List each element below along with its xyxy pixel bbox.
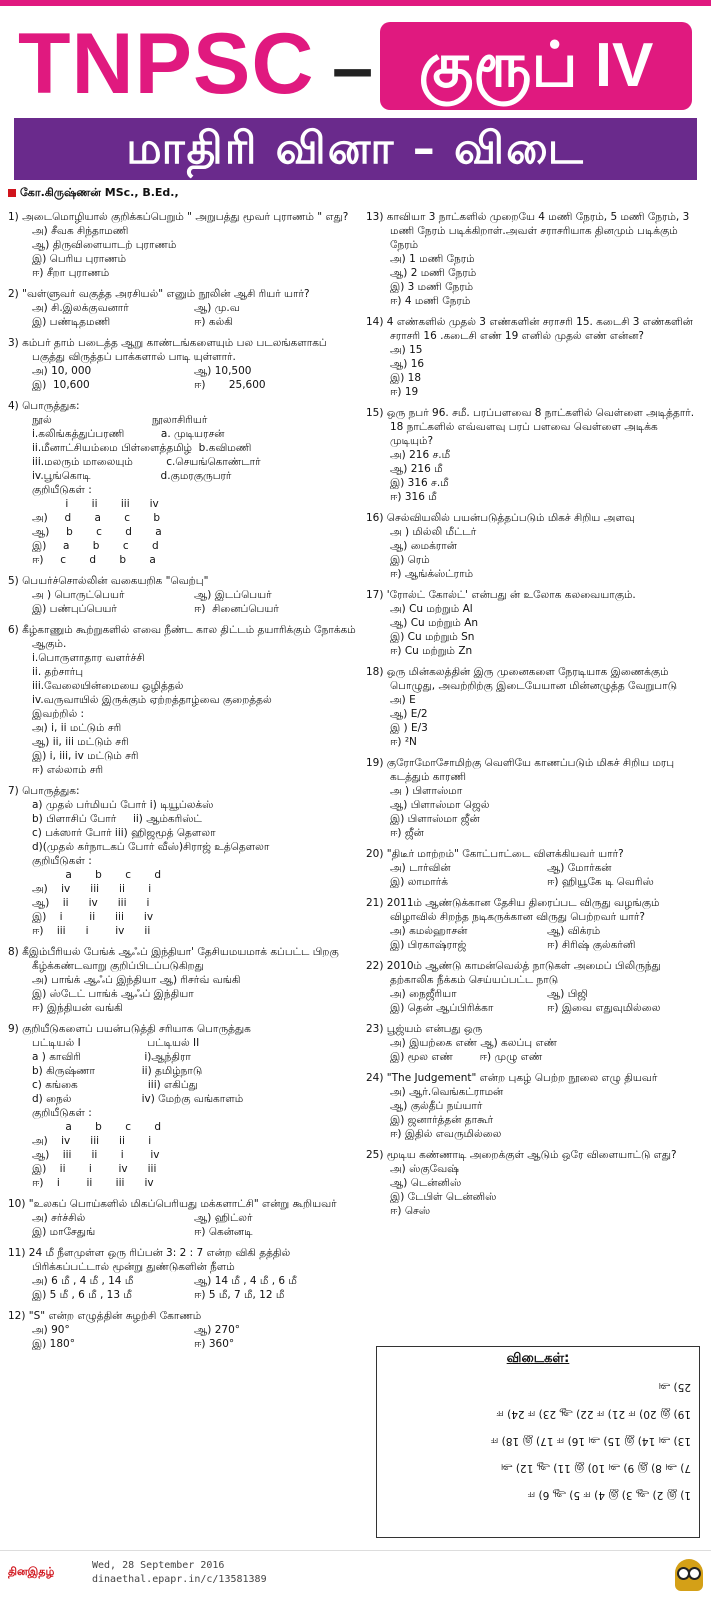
question-option: ஆ) Cu மற்றும் An — [390, 617, 479, 629]
option-pair-row — [366, 938, 704, 952]
footer — [0, 1550, 711, 1601]
question-text: 23) பூஜ்யம் என்பது ஒரு — [366, 1023, 483, 1035]
option-pair-row — [366, 1001, 704, 1015]
question-option: ஈ) ஜீன் — [390, 827, 424, 839]
question-text: 14) 4 எண்களில் முதல் 3 எண்களின் சராசரி 15. கடைசி 3 எண்களின் சராசரி 16 .கடைசி எண் 19 எனில் முதல் எண் என்ன? — [366, 316, 693, 342]
question-option: அ) சர்ச்சில் — [32, 1212, 86, 1224]
question-option: இ) பண்டிதமணி — [32, 316, 111, 328]
option-pair-row — [366, 861, 704, 875]
question-item — [8, 623, 356, 777]
question-option: ஈ) இதில் எவருமில்லை — [390, 1128, 502, 1140]
question-text: 2) "வள்ளுவர் வகுத்த அரசியல்" எனும் நூலின் ஆசி ரியர் யார்? — [8, 288, 310, 300]
question-option — [547, 1050, 704, 1064]
question-item — [8, 210, 356, 280]
option-pair-row — [8, 1323, 356, 1337]
question-item — [8, 945, 356, 1015]
question-option: d) நைல் iv) மேற்கு வங்காளம் — [32, 1093, 244, 1105]
question-text: 10) "உலகப் பொய்களில் மிகப்பெரியது மக்களாட்சி" என்று கூறியவர் — [8, 1198, 337, 1210]
question-option: இ) 10,600 — [32, 379, 90, 391]
question-option: அ) E — [390, 694, 416, 706]
option-pair-row — [366, 987, 704, 1001]
question-option: இ) மாசேதுங் — [32, 1226, 96, 1238]
option-pair-row — [8, 1225, 356, 1239]
question-option: ஈ) 4 மணி நேரம் — [390, 295, 471, 307]
question-option: இ ) E/3 — [390, 722, 428, 734]
option-pair-row — [8, 364, 356, 378]
question-item — [366, 210, 704, 308]
question-option: ஆ) 270° — [194, 1324, 241, 1336]
question-item — [8, 1309, 356, 1351]
question-option: அ) சீவக சிந்தாமணி — [32, 225, 129, 237]
question-option: ஆ) 2 மணி நேரம் — [390, 267, 477, 279]
question-option: iii.வேலையின்மையை ஒழித்தல் — [32, 680, 184, 692]
question-option: ஆ) பிளாஸ்மா ஜெல் — [390, 799, 490, 811]
question-option: இ) டேபிள் டென்னிஸ் — [390, 1191, 497, 1203]
question-item — [366, 511, 704, 581]
question-text: 7) பொருத்துக: — [8, 785, 80, 797]
owl-mascot-icon — [675, 1559, 703, 1591]
question-option: அ) 1 மணி நேரம் — [390, 253, 475, 265]
question-option: அ) இயற்கை எண் ஆ) கலப்பு எண் — [390, 1037, 558, 1049]
question-option: ஆ) b c d a — [32, 526, 162, 538]
question-option: ஆ) 16 — [390, 358, 425, 370]
question-option: நூல் நூலாசிரியர் — [32, 414, 208, 426]
question-text: 25) மூடிய கண்ணாடி அறைக்குள் ஆடும் ஒரே விளையாட்டு எது? — [366, 1149, 677, 1161]
question-option: இ) தென் ஆப்பிரிக்கா — [390, 1002, 494, 1014]
question-text: 1) அடைமொழியால் குறிக்கப்பெறும் " அறுபத்து மூவர் புராணம் " எது? — [8, 211, 349, 223]
question-option: இ) 180° — [32, 1338, 75, 1350]
question-item — [366, 959, 704, 1015]
question-option: ஈ) 19 — [390, 386, 419, 398]
question-option: ஈ) ஹியூகே டி வெரிஸ் — [547, 876, 654, 888]
question-option: b) கிருஷ்ணா ii) தமிழ்நாடு — [32, 1065, 203, 1077]
question-option: ஈ) c d b a — [32, 554, 156, 566]
answers-list — [385, 1373, 691, 1508]
question-item — [366, 406, 704, 504]
question-option: ஆ) 10,500 — [194, 365, 252, 377]
question-option: ஈ) கென்னடி — [194, 1226, 253, 1238]
question-option: ஆ) ii, iii மட்டும் சரி — [32, 736, 129, 748]
question-option: a) முதல் பர்மியப் போர் i) டியூப்லக்ஸ் — [32, 799, 214, 811]
question-text: 5) பெயர்ச்சொல்லின் வகையறிக "வெற்பு" — [8, 575, 209, 587]
question-option: ஆ) டென்னிஸ் — [390, 1177, 462, 1189]
question-option: அ) நைஜீரியா — [390, 988, 457, 1000]
question-option: ஆ) விக்ரம் — [547, 925, 601, 937]
question-option: அ) 90° — [32, 1324, 70, 1336]
question-option: ஈ) iii i iv ii — [32, 925, 151, 937]
question-option: இ) a b c d — [32, 540, 159, 552]
question-option: iv.பூங்கொடி d.குமரகுருபரர் — [32, 470, 232, 482]
question-option: அ) டார்வின் — [390, 862, 451, 874]
question-option: ஈ) 5 மீ, 7 மீ, 12 மீ — [194, 1289, 285, 1301]
question-option: அ) 216 ச.மீ — [390, 449, 451, 461]
question-item — [8, 287, 356, 329]
option-pair-row — [8, 315, 356, 329]
question-option: ii.மீனாட்சியம்மை பிள்ளைத்தமிழ் b.கவிமணி — [32, 442, 252, 454]
answers-title: விடைகள்: — [506, 1351, 570, 1366]
question-text: 24) "The Judgement" என்ற புகழ் பெற்ற நூலை எழு தியவர் — [366, 1072, 658, 1084]
question-option: ஆ) iii ii i iv — [32, 1149, 160, 1161]
question-item — [366, 665, 704, 749]
question-text: 16) செல்வியலில் பயன்படுத்தப்படும் மிகச் சிறிய அளவு — [366, 512, 635, 524]
bullet-square-icon — [8, 189, 16, 197]
question-text: 13) காவியா 3 நாட்களில் முறையே 4 மணி நேரம், 5 மணி நேரம், 3 மணி நேரம் படிக்கிறாள்.அவள் சராசரியாக தினமும் படிக்கும் நேரம் — [366, 211, 690, 251]
author-line — [8, 186, 179, 201]
option-pair-row — [366, 875, 704, 889]
question-option: ஆ) குல்தீப் நய்யார் — [390, 1100, 483, 1112]
question-option: ஈ) ²N — [390, 736, 417, 748]
question-option: b) பிளாசிப் போர் ii) ஆம்கரிஸ்ட் — [32, 813, 202, 825]
question-text: 18) ஒரு மின்கலத்தின் இரு முனைகளை நேரடியாக இணைக்கும் பொழுது, அவற்றிற்கு இடையேயான மின்னழுத்த வேறுபாடு — [366, 666, 677, 692]
question-option: இ) 316 ச.மீ — [390, 477, 449, 489]
question-option: ஆ) மைக்ரான் — [390, 540, 457, 552]
option-pair-row — [8, 301, 356, 315]
question-option — [557, 1036, 704, 1050]
question-item — [366, 1148, 704, 1218]
question-option: அ) iv iii ii i — [32, 883, 152, 895]
question-option: இ) i ii iii iv — [32, 911, 154, 923]
question-option: அ) பாங்க் ஆஃப் இந்தியா ஆ) ரிசர்வ் வங்கி — [32, 974, 241, 986]
question-option: ஆ) ஹிட்லர் — [194, 1212, 253, 1224]
question-item — [366, 756, 704, 840]
question-option: இ) i, iii, iv மட்டும் சரி — [32, 750, 139, 762]
question-option: அ) 10, 000 — [32, 365, 92, 377]
question-option: இ) லாமார்க் — [390, 876, 448, 888]
option-pair-row — [8, 588, 356, 602]
question-option: ஈ) சீறா புராணம் — [32, 267, 110, 279]
question-option: பட்டியல் I பட்டியல் II — [32, 1037, 200, 1049]
question-option: அ) iv iii ii i — [32, 1135, 152, 1147]
answer-row: 25) அ — [658, 1381, 691, 1393]
question-option: ஈ) சினைப்பெயர் — [194, 603, 279, 615]
question-option: இ) ரெம் — [390, 554, 430, 566]
question-option: இ) 18 — [390, 372, 422, 384]
answer-row: 7) அ 8) இ 9) அ 10) இ 11) ஆ 12) அ — [500, 1462, 691, 1474]
question-option: அ ) பிளாஸ்மா — [390, 785, 463, 797]
answers-box — [376, 1346, 700, 1538]
footer-meta — [92, 1559, 267, 1587]
question-option: இ) மூல எண் ஈ) முழு எண் — [390, 1051, 543, 1063]
question-text: 20) "திடீர் மாற்றம்" கோட்பாட்டை விளக்கியவர் யார்? — [366, 848, 624, 860]
answer-row: 19) இ 20) ஈ 21) ஈ 22) ஆ 23) ஈ 24) ஈ — [496, 1408, 691, 1420]
question-option: ஆ) 216 மீ — [390, 463, 443, 475]
question-option: c) கங்கை iii) எகிப்து — [32, 1079, 198, 1091]
question-item — [8, 399, 356, 567]
question-item — [366, 588, 704, 658]
option-pair-row — [366, 1050, 704, 1064]
question-option: iii.மலரும் மாலையும் c.செயங்கொண்டார் — [32, 456, 261, 468]
question-option: அ) சி.இலக்குவனார் — [32, 302, 129, 314]
question-text: 11) 24 மீ நீளமுள்ள ஒரு ரிப்பன் 3: 2 : 7 என்ற விகி தத்தில் பிரிக்கப்பட்டால் மூன்று துண்டுகளின் நீளம் — [8, 1247, 291, 1273]
question-option: அ) ஆர்.வெங்கட்ராமன் — [390, 1086, 504, 1098]
question-option: ஈ) இந்தியன் வங்கி — [32, 1002, 123, 1014]
question-option: ஈ) எல்லாம் சரி — [32, 764, 104, 776]
question-text: 17) 'ரோல்ட் கோல்ட்' என்பது ன் உலோக கலவையாகும். — [366, 589, 636, 601]
question-option: ஈ) கல்கி — [194, 316, 233, 328]
option-pair-row — [8, 1211, 356, 1225]
question-option: ஆ) E/2 — [390, 708, 428, 720]
question-text: 15) ஒரு நபர் 96. சமீ. பரப்பளவை 8 நாட்களில் வெள்ளை அடித்தார். 18 நாட்களில் எவ்வளவு பரப் பளவை வெள்ளை அடிக்க முடியும்? — [366, 407, 695, 447]
question-text: 6) கீழ்காணும் கூற்றுகளில் எவை நீண்ட கால திட்டம் தயாரிக்கும் நோக்கம் ஆகும். — [8, 624, 356, 650]
top-accent-bar — [0, 0, 711, 6]
question-option: இ) Cu மற்றும் Sn — [390, 631, 475, 643]
option-pair-row — [8, 602, 356, 616]
footer-url[interactable]: dinaethal.epapr.in/c/13581389 — [92, 1574, 267, 1585]
option-pair-row — [366, 1036, 704, 1050]
question-item — [8, 1197, 356, 1239]
question-option: ஈ) செஸ் — [390, 1205, 431, 1217]
question-option: குறியீடுகள் : — [32, 855, 92, 867]
question-text: 19) குரோமோசோமிற்கு வெளியே காணப்படும் மிகச் சிறிய மரபு கடத்தும் காரணி — [366, 757, 675, 783]
question-text: 21) 2011ம் ஆண்டுக்கான தேசிய திரைப்பட விருது வழங்கும் விழாவில் சிறந்த நடிகருக்கான விருது பெற்றவர் யார்? — [366, 897, 660, 923]
question-option: ஈ) 316 மீ — [390, 491, 437, 503]
footer-date: Wed, 28 September 2016 — [92, 1560, 225, 1571]
question-item — [366, 1022, 704, 1064]
question-option: இ) 5 மீ , 6 மீ , 13 மீ — [32, 1289, 132, 1301]
question-option: இ) பிளாஸ்மா ஜீன் — [390, 813, 480, 825]
question-option: குறியீடுகள் : — [32, 1107, 92, 1119]
question-option: இ) ஸ்டேட் பாங்க் ஆஃப் இந்தியா — [32, 988, 194, 1000]
question-option: ஆ) மு.வ — [194, 302, 240, 314]
answer-row: 13) அ 14) இ 15) அ 16) ஈ 17) இ 18) ஈ — [490, 1435, 691, 1447]
option-pair-row — [8, 1274, 356, 1288]
question-option: இ) பண்புப்பெயர் — [32, 603, 117, 615]
question-item — [366, 315, 704, 399]
question-text: 8) கீஇம்பீரியல் பேங்க் ஆஃப் இந்தியா' தேசியமயமாக் கப்பட்ட பிறகு கீழ்க்கண்டவாறு குறிப்பிடப்படுகிறது — [8, 946, 339, 972]
question-option: ஈ) ஆங்க்ஸ்ட்ராம் — [390, 568, 474, 580]
question-option: c) பக்ஸார் போர் iii) ஹிஜமூத் தௌலா — [32, 827, 216, 839]
question-item — [8, 1246, 356, 1302]
footer-logo: தினஇதழ் — [8, 1565, 55, 1578]
option-pair-row — [8, 1288, 356, 1302]
question-option: a b c d — [32, 1121, 162, 1133]
question-item — [8, 1022, 356, 1190]
answer-row: 1) இ 2) ஆ 3) இ 4) ஈ 5) ஆ 6) ஈ — [527, 1489, 691, 1501]
question-option: ஈ) 25,600 — [194, 379, 266, 391]
option-pair-row — [8, 378, 356, 392]
question-item — [366, 1071, 704, 1141]
question-option: இ) ii i iv iii — [32, 1163, 157, 1175]
masthead — [0, 0, 711, 190]
question-option: இ) பெரிய புராணம் — [32, 253, 127, 265]
question-option: அ) Cu மற்றும் Al — [390, 603, 473, 615]
question-option: அ) d a c b — [32, 512, 161, 524]
question-option: அ) 15 — [390, 344, 423, 356]
author-name: கோ.கிருஷ்ணன் MSc., B.Ed., — [20, 186, 179, 199]
question-option: அ) கமல்ஹாசன் — [390, 925, 468, 937]
question-text: 3) கம்பர் தாம் படைத்த ஆறு காண்டங்களையும் பல படலங்களாகப் பகுத்து விருத்தப் பாக்களால் பாடி யுள்ளார். — [8, 337, 327, 363]
question-option: ஆ) இடப்பெயர் — [194, 589, 272, 601]
question-option: i ii iii iv — [32, 498, 159, 510]
question-item — [8, 574, 356, 616]
question-option: a b c d — [32, 869, 162, 881]
question-option: ஆ) திருவிளையாடற் புராணம் — [32, 239, 177, 251]
question-option: ஆ) 14 மீ , 4 மீ , 6 மீ — [194, 1275, 297, 1287]
question-option: இவற்றில் : — [32, 708, 85, 720]
question-item — [8, 784, 356, 938]
question-item — [366, 847, 704, 889]
question-item — [366, 896, 704, 952]
question-option: அ) ஸ்குவேஷ் — [390, 1163, 459, 1175]
question-option: ஆ) ii iv iii i — [32, 897, 150, 909]
question-text: 9) குறியீடுகளைப் பயன்படுத்தி சரியாக பொருத்துக — [8, 1023, 251, 1035]
question-option: d)(முதல் கர்நாடகப் போர் வீஸ்)சிராஜ் உத்தௌலா — [32, 841, 270, 853]
question-option: அ) i, ii மட்டும் சரி — [32, 722, 122, 734]
brand-title: TNPSC — [18, 16, 315, 112]
question-option: iv.வருவாயில் இருக்கும் ஏற்றத்தாழ்வை குறைத்தல் — [32, 694, 272, 706]
question-option: இ) பிரகாஷ்ராஜ் — [390, 939, 467, 951]
option-pair-row — [8, 1337, 356, 1351]
question-option: அ) 6 மீ , 4 மீ , 14 மீ — [32, 1275, 134, 1287]
group-badge: குரூப் IV — [380, 22, 692, 110]
question-item — [8, 336, 356, 392]
question-text: 12) "S" என்ற எழுத்தின் சுழற்சி கோணம் — [8, 1310, 202, 1322]
question-option: ஈ) சிரிஷ் குல்கர்னி — [547, 939, 636, 951]
subtitle-bar: மாதிரி வினா – விடை — [14, 118, 697, 180]
option-pair-row — [366, 924, 704, 938]
question-option: ஈ) Cu மற்றும் Zn — [390, 645, 473, 657]
question-text: 4) பொருத்துக: — [8, 400, 80, 412]
question-option: i.கலிங்கத்துப்பரணி a. முடியரசன் — [32, 428, 225, 440]
question-option: அ ) மில்லி மீட்டர் — [390, 526, 477, 538]
question-option: a ) காவிரி i)ஆந்திரா — [32, 1051, 191, 1063]
question-option: இ) 3 மணி நேரம் — [390, 281, 474, 293]
right-question-column — [366, 210, 704, 1225]
question-text: 22) 2010ம் ஆண்டு காமன்வெல்த் நாடுகள் அமைப் பிலிருந்து தற்காலிக நீக்கம் செய்யப்பட்ட நாடு — [366, 960, 661, 986]
question-option: ஆ) பிஜி — [547, 988, 588, 1000]
question-option: i.பொருளாதார வளர்ச்சி — [32, 652, 145, 664]
question-option: ஈ) 360° — [194, 1338, 235, 1350]
question-option: ஆ) மோர்கன் — [547, 862, 612, 874]
left-question-column — [8, 210, 356, 1358]
title-dash: – — [332, 26, 374, 109]
question-option: ஈ) i ii iii iv — [32, 1177, 154, 1189]
question-option: ஈ) இவை எதுவுமில்லை — [547, 1002, 661, 1014]
question-option: குறியீடுகள் : — [32, 484, 92, 496]
question-option: இ) ஜனார்த்தன் தாகூர் — [390, 1114, 494, 1126]
question-option: ii. தற்சார்பு — [32, 666, 84, 678]
question-option: அ ) பொருட்பெயர் — [32, 589, 125, 601]
